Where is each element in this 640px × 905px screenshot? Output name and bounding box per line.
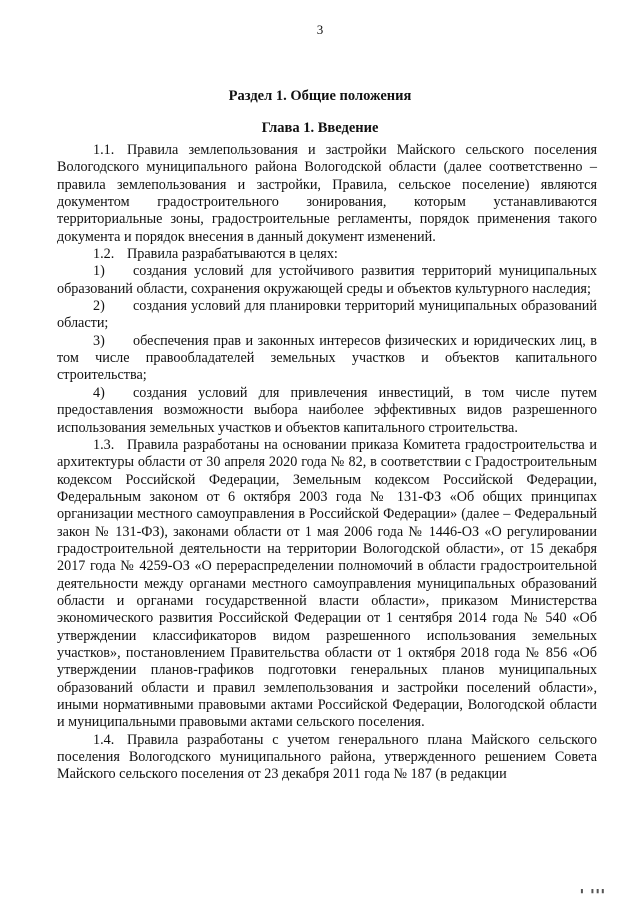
page-number: 3 [316,22,324,37]
paragraph-text: Правила разрабатываются в целях: [127,246,338,263]
paragraph-number: 1.4. [93,731,115,748]
list-item-text: создания условий для планировки территорий муниципальных образований области; [57,298,597,332]
paragraph-number: 1.1. [93,142,115,158]
list-item-number: 2) [93,298,105,315]
list-item-number: 4) [93,384,105,401]
paragraph-number: 1.3. [93,436,115,453]
list-item-number: 1) [93,263,105,280]
paragraph-number: 1.2. [93,246,115,263]
list-item-4 [57,385,597,437]
list-item-text: создания условий для устойчивого развития территорий муниципальных образований области, сохранения окружающей среды и объектов культурного наследия; [57,263,597,297]
scan-barcode-mark: ▮ ▮▮▮ [579,887,606,895]
list-item-text: создания условий для привлечения инвестиций, в том числе путем предоставления возможности выбора наиболее эффективных видов разрешенного использования земельных участков и объектов капитального строительства. [57,384,597,436]
paragraph-1-3 [57,437,597,732]
paragraph-text: Правила разработаны на основании приказа Комитета градостроительства и архитектуры области от 30 апреля 2020 года № 82, в соответствии с Градостроительным кодексом Российской Федерации, Земельным кодексом Российской Федерации, Федеральным законом от 6 октября 2003 года № 131-ФЗ «Об общих принципах организации местного самоуправления в Российской Федерации» (далее – Федеральный закон № 131-ФЗ), законами области от 1 мая 2006 года № 1446-ОЗ «О регулировании градостроительной деятельности на территории Вологодской области», от 15 декабря 2017 года № 4259-ОЗ «О перераспределении полномочий в области градостроительной деятельности между органами местного самоуправления муниципальных образований области и органами государственной власти области», приказом Министерства экономического развития Российской Федерации от 1 сентября 2014 года № 540 «Об утверждении классификаторов видом разрешенного использования земельных участков», постановлением Правительства области от 1 октября 2018 года № 856 «Об утверждении планов-графиков подготовки генеральных планов муниципальных образований области и правил землепользования и застройки поселений области», иными нормативными правовыми актами Российской Федерации, Вологодской области и муниципальными правовыми актами сельского поселения. [57,436,597,731]
list-item-2 [57,298,597,333]
chapter-title: Глава 1. Введение [261,120,379,136]
section-title: Раздел 1. Общие положения [228,88,412,104]
list-item-3 [57,333,597,385]
paragraph-1-2 [57,246,597,263]
paragraph-1-1 [57,142,597,246]
paragraph-text: Правила разработаны с учетом генерального плана Майского сельского поселения Вологодского муниципального района, утвержденного решением Совета Майского сельского поселения от 23 декабря 2011 года № 187 (в редакции [57,731,597,783]
list-item-text: обеспечения прав и законных интересов физических и юридических лиц, в том числе правообладателей земельных участков и объектов капитального строительства; [57,332,597,384]
list-item-number: 3) [93,332,105,349]
document-body [57,142,597,784]
paragraph-1-4 [57,732,597,784]
list-item-1 [57,263,597,298]
paragraph-text: Правила землепользования и застройки Майского сельского поселения Вологодского муниципального района Вологодской области (далее соответственно – правила землепользования и застройки, Правила, сельское поселение) являются документом градостроительного зонирования, которым устанавливаются территориальные зоны, градостроительные регламенты, порядок применения такого документа и порядок внесения в данный документ изменений. [57,142,597,245]
